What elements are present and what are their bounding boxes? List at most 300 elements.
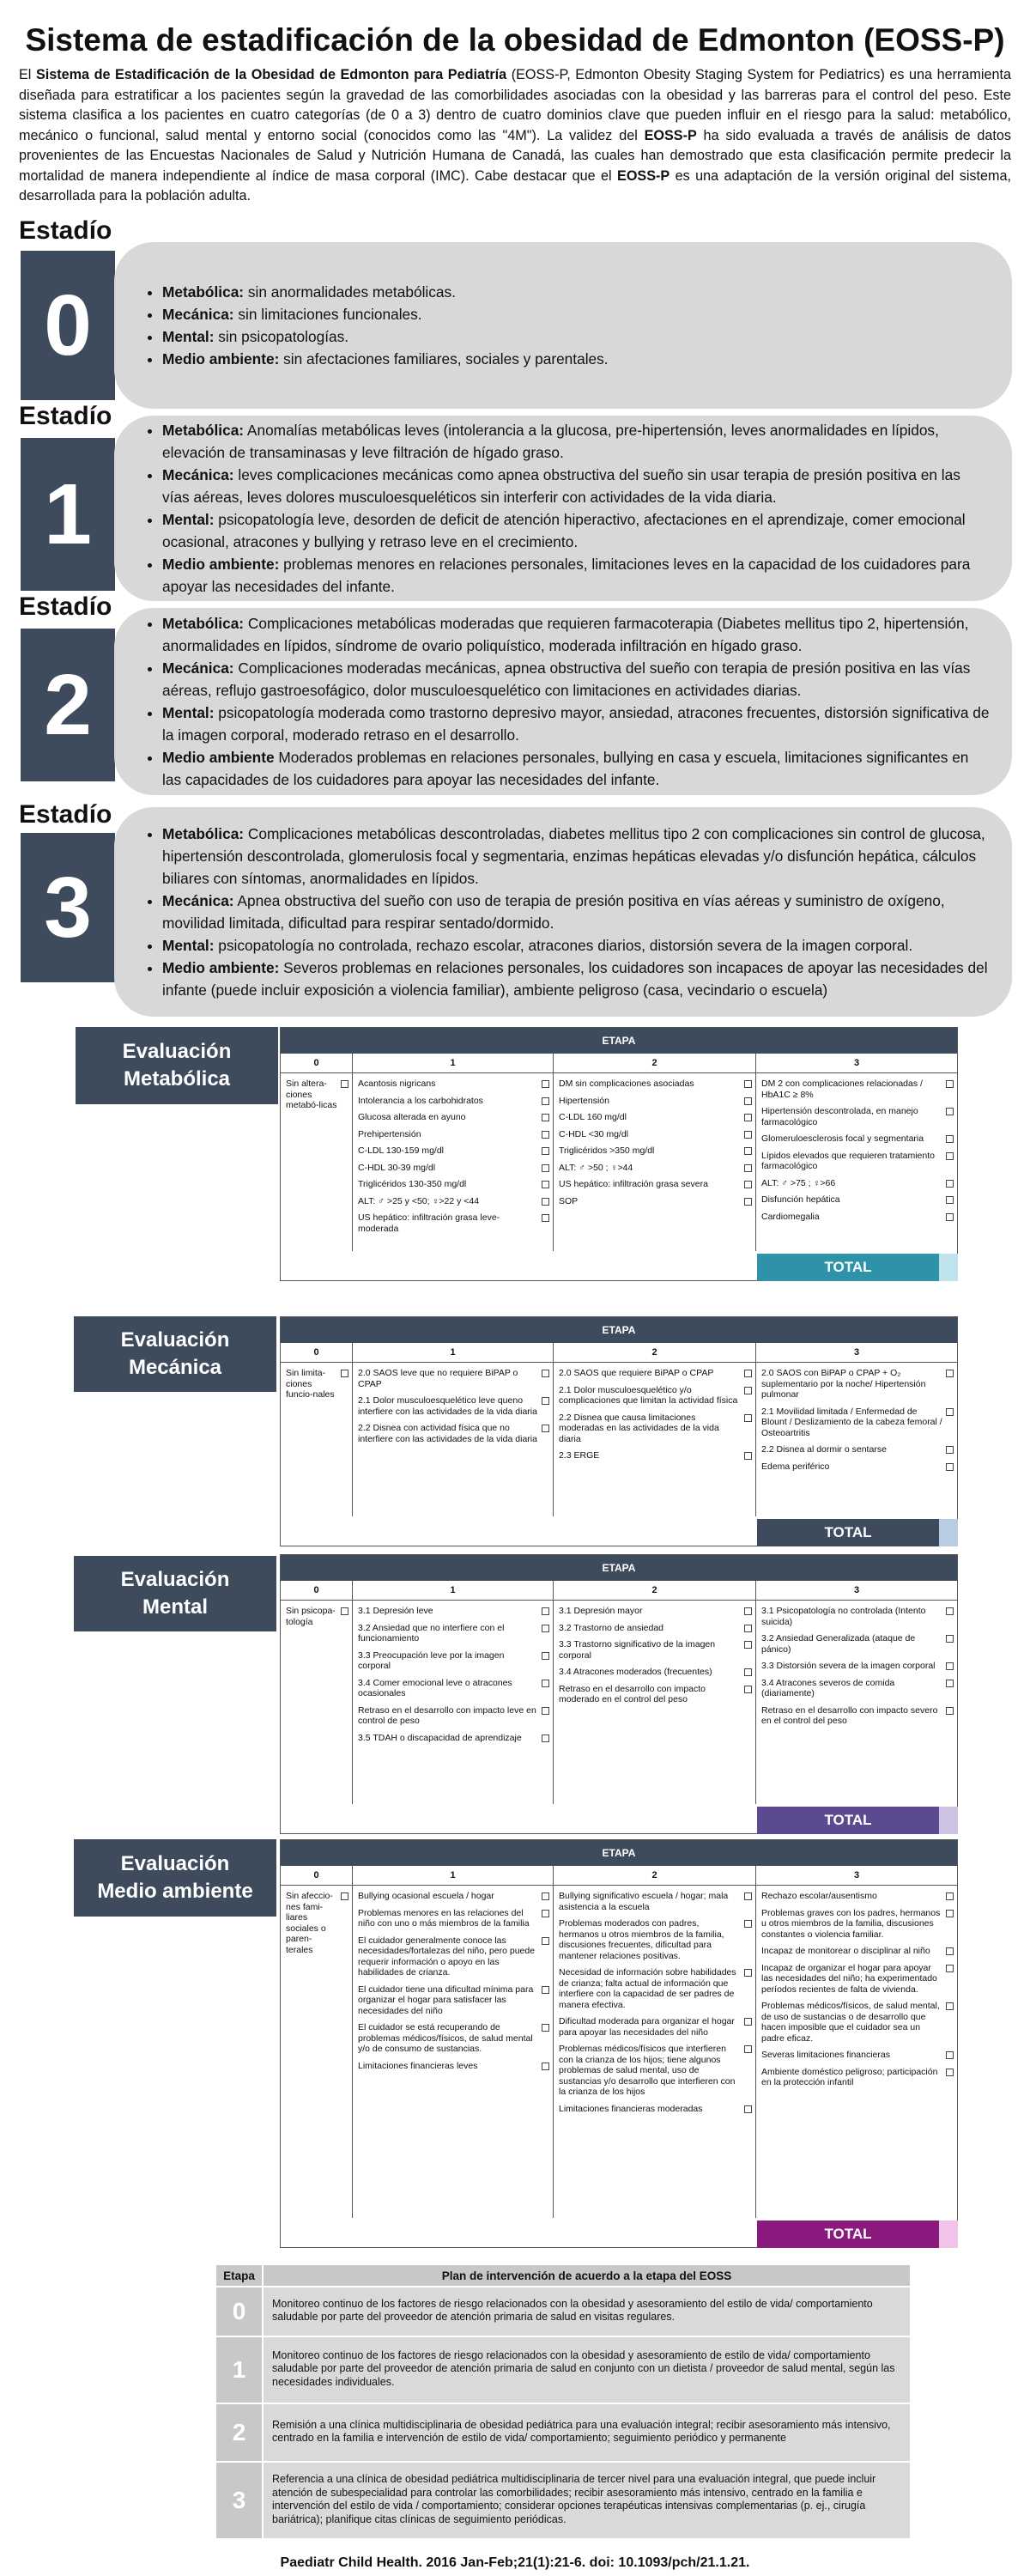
criterion-checkbox[interactable] — [744, 1641, 752, 1649]
criterion-checkbox[interactable] — [744, 1686, 752, 1693]
criterion-label: 3.2 Trastorno de ansiedad — [559, 1622, 664, 1633]
criterion — [358, 1606, 549, 1617]
criterion — [761, 1212, 954, 1223]
criterion-label: 2.2 Disnea que causa limitaciones moderadas en las actividades de la vida diaria — [559, 1412, 719, 1444]
criterion-label: 3.2 Ansiedad Generalizada (ataque de pánico) — [761, 1633, 916, 1655]
criterion-checkbox[interactable] — [542, 1425, 549, 1432]
criterion-label: Triglicéridos >350 mg/dl — [559, 1145, 655, 1156]
criterion-checkbox[interactable] — [542, 1652, 549, 1660]
criterion-checkbox[interactable] — [542, 1986, 549, 1994]
column-headers — [281, 1343, 957, 1363]
criterion-checkbox[interactable] — [542, 2024, 549, 2032]
criterion — [761, 2050, 954, 2061]
criterion-checkbox[interactable] — [542, 2063, 549, 2070]
intro-text-3: ha sido evaluada a través de análisis de datos provenientes de las Encuestas Nacionales de Salud y Nutrición Humana de Canadá, las cuales han demostrado que esta clasificación permite predecir la mortalidad de manera independiente al índice de masa corporal (IMC). Cabe destacar que el — [19, 127, 1012, 184]
criterion-checkbox[interactable] — [744, 1607, 752, 1615]
criterion-checkbox[interactable] — [946, 1707, 954, 1715]
stage-3-box — [114, 807, 1012, 1017]
criterion — [358, 1423, 549, 1444]
plan-header-title: Plan de intervención de acuerdo a la etapa del EOSS — [263, 2264, 911, 2287]
criterion-checkbox[interactable] — [946, 1463, 954, 1471]
criterion-label: 3.3 Preocupación leve por la imagen corporal — [358, 1649, 505, 1671]
criterion-label: Rechazo escolar/ausentismo — [761, 1891, 877, 1901]
stage-1-box — [114, 416, 1012, 601]
criterion-checkbox[interactable] — [946, 1893, 954, 1900]
stage-0-list — [145, 281, 609, 370]
evaluation-body — [281, 1363, 957, 1516]
criterion — [559, 1385, 752, 1406]
total-field[interactable]: TOTAL — [757, 1254, 939, 1281]
criterion — [559, 1918, 752, 1961]
evaluation-title — [74, 1556, 276, 1631]
criterion — [761, 1078, 954, 1100]
criterion-checkbox[interactable] — [542, 1707, 549, 1715]
column-header: 1 — [353, 1581, 554, 1600]
criterion-checkbox[interactable] — [542, 1147, 549, 1155]
stage-0-number: 0 — [21, 251, 115, 400]
criterion-label: Retraso en el desarrollo con impacto severo en el control del peso — [761, 1704, 938, 1726]
criterion-label: Limitaciones financieras moderadas — [559, 2103, 703, 2114]
criterion-checkbox[interactable] — [946, 1370, 954, 1377]
criterion — [761, 1606, 954, 1627]
plan-row — [215, 2403, 911, 2462]
evaluation-title-line1: Evaluación — [120, 1852, 230, 1875]
criterion-label: Cardiomegalia — [761, 1211, 820, 1222]
column-header: 0 — [281, 1054, 353, 1072]
criterion — [358, 1650, 549, 1672]
plan-header-etapa: Etapa — [215, 2264, 263, 2287]
evaluation-table — [280, 1316, 958, 1546]
criterion-label: Sin psicopa-tología — [286, 1606, 336, 1627]
criterion-checkbox[interactable] — [744, 2045, 752, 2053]
plan-row — [215, 2287, 911, 2336]
criterion-label: Necesidad de información sobre habilidades de crianza; falta actual de información que interfiere con la capacidad de ser padres de manera efectiva. — [559, 1967, 736, 2010]
criterion-checkbox[interactable] — [542, 1181, 549, 1188]
criterion-checkbox[interactable] — [542, 1114, 549, 1121]
plan-row-text: Monitoreo continuo de los factores de riesgo relacionados con la obesidad y asesoramiento del estilo de vida/ comportamiento saludable por parte del proveedor de atención primaria de salud en visitas regulares. — [263, 2287, 911, 2336]
criterion-label: C-HDL <30 mg/dl — [559, 1128, 629, 1139]
criterion — [559, 2104, 752, 2115]
stage-2-list — [145, 612, 991, 791]
criterion-label: Limitaciones financieras leves — [358, 2060, 478, 2071]
evaluation-table — [280, 1839, 958, 2248]
total-field[interactable]: TOTAL — [757, 2221, 939, 2248]
criterion-checkbox[interactable] — [946, 1152, 954, 1160]
criterion-checkbox[interactable] — [744, 1920, 752, 1928]
criterion-label: 2.0 SAOS con BiPAP o CPAP + O₂ suplementario por la noche/ Hipertensión pulmonar — [761, 1368, 926, 1400]
column-header: 3 — [853, 1585, 860, 1595]
criterion-checkbox[interactable] — [946, 1680, 954, 1687]
total-value-box[interactable] — [939, 1254, 958, 1281]
criterion-checkbox[interactable] — [744, 1114, 752, 1121]
criterion-label: Hipertensión descontrolada, en manejo farmacológico — [761, 1106, 918, 1127]
criterion — [358, 1179, 549, 1190]
stage-column-0 — [281, 1073, 353, 1251]
stage-column-1 — [353, 1363, 554, 1516]
criterion — [358, 1908, 549, 1929]
stage-column-3 — [756, 1073, 957, 1251]
criterion-checkbox[interactable] — [744, 1181, 752, 1188]
criterion-checkbox[interactable] — [946, 2051, 954, 2059]
criterion-label: 3.3 Distorsión severa de la imagen corporal — [761, 1661, 936, 1671]
criterion-checkbox[interactable] — [341, 1370, 348, 1377]
criterion-checkbox[interactable] — [542, 1910, 549, 1917]
criterion — [559, 1667, 752, 1678]
criterion-checkbox[interactable] — [946, 1080, 954, 1088]
etapa-header: ETAPA — [281, 1028, 957, 1054]
stage-2-label: Estadío — [19, 592, 112, 621]
criterion-label: 3.4 Comer emocional leve o atracones ocasionales — [358, 1677, 512, 1698]
intro-text-2: (EOSS-P, Edmonton Obesity Staging System for Pediatrics) es una herramienta diseñada para estratificar a los pacientes según la gravedad de las comorbilidades asociadas con la obesidad y las barreras para el control del peso. Este sistema clasifica a los pacientes en cuatro categorías (de 0 a 3) dentro de cuatro dominios clave que pueden influir en el riesgo para la salud: metabólico, mecánico o funcional, salud mental y entorno social (conocidos como las "4M"). La validez del — [19, 67, 1011, 143]
criterion-label: Severas limitaciones financieras — [761, 2050, 890, 2060]
stage-column-2 — [554, 1886, 756, 2218]
criterion — [559, 1623, 752, 1634]
column-header: 0 — [281, 1581, 353, 1600]
criterion-label: Problemas moderados con padres, hermanos u otros miembros de la familia, discusiones frecuentes, dificultad para mantener relaciones positivas. — [559, 1918, 724, 1961]
criterion — [761, 1946, 954, 1957]
column-header: 3 — [853, 1347, 860, 1358]
criterion-checkbox[interactable] — [542, 1735, 549, 1742]
stage-3-item: • Medio ambiente: Severos problemas en relaciones personales, los cuidadores son incapaces de apoyar las necesidades del infante (puede incluir exposición a violencia familiar), ambiente peligroso (casa, vecindario o escuela) — [162, 957, 991, 1001]
criterion — [559, 1163, 752, 1174]
criterion-label: ALT: ♂ >25 y <50; ♀>22 y <44 — [358, 1195, 480, 1206]
criterion-label: El cuidador generalmente conoce las necesidades/fortalezas del niño, pero puede requerir información o apoyo en las habilidades de crianza. — [358, 1935, 536, 1978]
criterion — [761, 1908, 954, 1941]
stage-column-0 — [281, 1601, 353, 1804]
criterion — [761, 1151, 954, 1172]
criterion-label: ALT: ♂ >75 ; ♀>66 — [761, 1177, 836, 1188]
column-header: 0 — [281, 1343, 353, 1362]
criterion — [761, 1133, 954, 1145]
criterion-label: 3.3 Trastorno significativo de la imagen corporal — [559, 1639, 716, 1661]
criterion-label: Problemas médicos/físicos, de salud mental, de uso de sustancias o de desarrollo que hacen imposible que el cuidador sea un padre eficaz. — [761, 2001, 940, 2044]
criterion-label: Bullying significativo escuela / hogar; mala asistencia a la escuela — [559, 1891, 729, 1912]
criterion-checkbox[interactable] — [744, 1414, 752, 1422]
stage-column-3 — [756, 1601, 957, 1804]
criterion — [358, 1096, 549, 1107]
stage-1-item: • Mecánica: leves complicaciones mecánicas como apnea obstructiva del sueño sin usar terapia de presión positiva en las vías aéreas, leves dolores musculoesqueléticos sin interferir con actividades de la vida diaria. — [162, 464, 991, 508]
criterion-label: Problemas menores en las relaciones del niño con uno o más miembros de la familia — [358, 1907, 530, 1929]
evaluation-title-line2: Metabólica — [123, 1067, 231, 1091]
criterion-checkbox[interactable] — [744, 1625, 752, 1632]
evaluation-title-line2: Medio ambiente — [97, 1880, 253, 1903]
criterion — [358, 1623, 549, 1644]
criterion-checkbox[interactable] — [946, 1180, 954, 1188]
criterion-checkbox[interactable] — [744, 1387, 752, 1394]
criterion-checkbox[interactable] — [946, 1910, 954, 1917]
criterion-label: Bullying ocasional escuela / hogar — [358, 1891, 494, 1901]
criterion-label: Incapaz de organizar el hogar para apoyar las necesidades del niño; ha experimentado períodos recientes de falta de vivienda. — [761, 1962, 937, 1995]
evaluation-body — [281, 1886, 957, 2218]
intro-bold-3: EOSS-P — [617, 167, 670, 184]
criterion-label: Sin afeccio-nes fami-liares sociales o paren-terales — [286, 1891, 333, 1955]
evaluation-title-line2: Mental — [142, 1595, 208, 1619]
stage-3-item: • Mecánica: Apnea obstructiva del sueño con uso de terapia de presión positiva en vías aéreas y suministro de oxígeno, movilidad limitada, dificultad para respirar sentado/dormido. — [162, 890, 991, 934]
stage-column-1 — [353, 1601, 554, 1804]
criterion-checkbox[interactable] — [946, 1662, 954, 1670]
criterion-checkbox[interactable] — [744, 1198, 752, 1206]
criterion-checkbox[interactable] — [946, 1108, 954, 1115]
stage-column-2 — [554, 1363, 756, 1516]
criterion — [761, 1461, 954, 1473]
stage-2-item: • Medio ambiente Moderados problemas en relaciones personales, bullying en casa y escuela, limitaciones significantes en las capacidades de los cuidadores para apoyar las necesidades del infante. — [162, 746, 991, 791]
criterion-checkbox[interactable] — [542, 1625, 549, 1632]
criterion-label: Triglicéridos 130-350 mg/dl — [358, 1179, 467, 1189]
criterion — [761, 2001, 954, 2044]
criterion — [559, 1891, 752, 1912]
criterion-label: Hipertensión — [559, 1095, 609, 1106]
criterion-label: US hepático: infiltración grasa severa — [559, 1179, 708, 1189]
criterion-checkbox[interactable] — [946, 1196, 954, 1204]
criterion-label: 2.0 SAOS que requiere BiPAP o CPAP — [559, 1368, 714, 1378]
criterion-label: 3.1 Depresión mayor — [559, 1606, 643, 1616]
intro-bold-1: Sistema de Estadificación de la Obesidad de Edmonton para Pediatría — [35, 67, 507, 82]
stage-column-2 — [554, 1073, 756, 1251]
criterion-checkbox[interactable] — [744, 1969, 752, 1977]
stage-column-1 — [353, 1886, 554, 2218]
total-value-box[interactable] — [939, 2221, 958, 2248]
criterion — [358, 2061, 549, 2072]
criterion-label: 3.4 Atracones moderados (frecuentes) — [559, 1667, 712, 1677]
plan-row-stage: 1 — [215, 2336, 263, 2403]
criterion-label: Problemas médicos/físicos que interfieren con la crianza de los hijos; tiene algunos problemas de salud mental, uso de sustancias y/o desarrollo que interfieren con la crianza de los hijos — [559, 2044, 736, 2097]
criterion — [761, 1406, 954, 1439]
etapa-header: ETAPA — [281, 1555, 957, 1581]
criterion-checkbox[interactable] — [542, 1893, 549, 1900]
column-header: 1 — [353, 1343, 554, 1362]
column-header: 3 — [853, 1870, 860, 1880]
criterion-label: ALT: ♂ >50 ; ♀>44 — [559, 1162, 633, 1173]
criterion — [358, 1078, 549, 1090]
plan-row — [215, 2462, 911, 2539]
criterion — [559, 1129, 752, 1140]
criterion-checkbox[interactable] — [542, 1937, 549, 1945]
criterion-checkbox[interactable] — [946, 1607, 954, 1615]
criterion-checkbox[interactable] — [946, 1446, 954, 1454]
criterion — [358, 1163, 549, 1174]
total-value-box[interactable] — [939, 1519, 958, 1546]
criterion-checkbox[interactable] — [946, 2069, 954, 2076]
stage-1-number: 1 — [21, 438, 115, 591]
criterion-label: 2.2 Disnea con actividad física que no interfiere con las actividades de la vida diaria — [358, 1423, 537, 1444]
criterion — [358, 1129, 549, 1140]
criterion-checkbox[interactable] — [542, 1198, 549, 1206]
criterion-label: SOP — [559, 1195, 579, 1206]
criterion-checkbox[interactable] — [946, 1635, 954, 1643]
intro-text-4: es una adaptación de la versión original del sistema, desarrollada para la población adulta. — [19, 167, 1012, 204]
stage-3-item: • Mental: psicopatología no controlada, rechazo escolar, atracones diarios, distorsión severa de la imagen corporal. — [162, 934, 991, 957]
citation: Paediatr Child Health. 2016 Jan-Feb;21(1):21-6. doi: 10.1093/pch/21.1.21. — [280, 2555, 750, 2570]
page-title: Sistema de estadificación de la obesidad de Edmonton (EOSS-P) — [25, 22, 1005, 58]
criterion-checkbox[interactable] — [744, 1131, 752, 1139]
criterion — [358, 1733, 549, 1744]
criterion-checkbox[interactable] — [542, 1097, 549, 1105]
criterion — [559, 1196, 752, 1207]
criterion — [358, 1705, 549, 1727]
stage-column-0 — [281, 1363, 353, 1516]
stage-0-item: • Mecánica: sin limitaciones funcionales. — [162, 303, 609, 325]
stage-column-0 — [281, 1886, 353, 2218]
criterion — [559, 1639, 752, 1661]
criterion — [358, 1112, 549, 1123]
criterion — [559, 1145, 752, 1157]
stage-1-item: • Mental: psicopatología leve, desorden de deficit de atención hiperactivo, afectaciones en el aprendizaje, comer emocional ocasional, atracones y bullying y retraso leve en el crecimiento. — [162, 508, 991, 553]
stage-column-3 — [756, 1363, 957, 1516]
criterion — [559, 2044, 752, 2098]
criterion — [559, 1413, 752, 1445]
criterion-label: El cuidador tiene una dificultad mínima para organizar el hogar para satisfacer las necesidades del niño — [358, 1984, 534, 2016]
plan-header-row — [215, 2264, 911, 2287]
criterion-checkbox[interactable] — [946, 1135, 954, 1143]
stage-1-list — [145, 419, 991, 598]
criterion — [559, 2016, 752, 2038]
stage-1-item: • Medio ambiente: problemas menores en relaciones personales, limitaciones leves en la capacidad de los cuidadores para apoyar las necesidades del infante. — [162, 553, 991, 598]
criterion-checkbox[interactable] — [744, 1452, 752, 1460]
stage-3-label: Estadío — [19, 800, 112, 829]
criterion-label: C-HDL 30-39 mg/dl — [358, 1162, 436, 1173]
criterion-checkbox[interactable] — [946, 1408, 954, 1416]
evaluation-title-line2: Mecánica — [128, 1356, 222, 1379]
criterion-checkbox[interactable] — [744, 1147, 752, 1155]
criterion-checkbox[interactable] — [542, 1607, 549, 1615]
criterion-label: Disfunción hepática — [761, 1194, 840, 1205]
criterion-checkbox[interactable] — [341, 1607, 348, 1615]
criterion-label: Edema periférico — [761, 1461, 830, 1472]
stage-2-item: • Mental: psicopatología moderada como trastorno depresivo mayor, ansiedad, atracones frecuentes, distorsión significativa de la imagen corporal, moderado retraso en el desarrollo. — [162, 702, 991, 746]
intro-bold-2: EOSS-P — [644, 127, 697, 143]
criterion-label: DM 2 con complicaciones relacionadas / HbA1C ≥ 8% — [761, 1078, 923, 1100]
criterion-checkbox[interactable] — [946, 1965, 954, 1972]
criterion-checkbox[interactable] — [744, 2018, 752, 2026]
plan-row-stage: 0 — [215, 2287, 263, 2336]
criterion — [358, 1196, 549, 1207]
criterion-checkbox[interactable] — [946, 1947, 954, 1955]
column-header: 2 — [554, 1054, 756, 1072]
evaluation-table — [280, 1554, 958, 1834]
criterion — [559, 1606, 752, 1617]
criterion-label: Glomeruloesclerosis focal y segmentaria — [761, 1133, 924, 1144]
plan-row-stage: 3 — [215, 2462, 263, 2539]
stage-2-item: • Mecánica: Complicaciones moderadas mecánicas, apnea obstructiva del sueño con terapia de presión positiva en las vías aéreas, reflujo gastroesofágico, dolor musculoesquelético con limitaciones en actividades diarias. — [162, 657, 991, 702]
plan-row-stage: 2 — [215, 2403, 263, 2462]
evaluation-table — [280, 1027, 958, 1281]
total-field[interactable]: TOTAL — [757, 1519, 939, 1546]
total-value-box[interactable] — [939, 1807, 958, 1834]
criterion — [761, 1178, 954, 1189]
stage-2-number: 2 — [21, 629, 115, 781]
stage-1-item: • Metabólica: Anomalías metabólicas leves (intolerancia a la glucosa, pre-hipertensión, leves anormalidades en lípidos, elevación de transaminasas y leve filtración de hígado graso. — [162, 419, 991, 464]
criterion-checkbox[interactable] — [542, 1131, 549, 1139]
column-header: 2 — [554, 1866, 756, 1885]
criterion-label: Glucosa alterada en ayuno — [358, 1112, 466, 1122]
stage-0-item: • Mental: sin psicopatologías. — [162, 325, 609, 348]
column-header: 2 — [554, 1581, 756, 1600]
intro-paragraph — [19, 65, 1011, 207]
criterion — [761, 1963, 954, 1996]
criterion-checkbox[interactable] — [744, 1164, 752, 1172]
criterion-checkbox[interactable] — [341, 1080, 348, 1088]
evaluation-title-line1: Evaluación — [120, 1328, 230, 1352]
criterion-label: 3.5 TDAH o discapacidad de aprendizaje — [358, 1732, 522, 1743]
criterion-checkbox[interactable] — [946, 2002, 954, 2010]
etapa-header: ETAPA — [281, 1840, 957, 1866]
criterion-label: 2.1 Dolor musculoesquelético leve queno interfiere con las actividades de la vida diaria — [358, 1395, 537, 1417]
criterion-checkbox[interactable] — [744, 1370, 752, 1377]
column-header: 1 — [353, 1054, 554, 1072]
criterion — [358, 1395, 549, 1417]
evaluation-title-line1: Evaluación — [120, 1568, 230, 1591]
stage-0-item: • Metabólica: sin anormalidades metabólicas. — [162, 281, 609, 303]
criterion-label: Lípidos elevados que requieren tratamiento farmacológico — [761, 1150, 935, 1171]
criterion-label: Acantosis nigricans — [358, 1078, 436, 1089]
criterion-label: 2.1 Dolor musculoesquelético y/o complicaciones que limitan la actividad física — [559, 1384, 738, 1406]
stage-1-label: Estadío — [19, 402, 112, 430]
evaluation-title — [74, 1839, 276, 1917]
criterion-checkbox[interactable] — [341, 1893, 348, 1900]
stage-0-box — [114, 242, 1012, 409]
criterion-label: 2.1 Movilidad limitada / Enfermedad de Blount / Deslizamiento de la cabeza femoral / Osteoartritis — [761, 1406, 942, 1438]
column-header: 3 — [853, 1058, 860, 1068]
criterion-checkbox[interactable] — [542, 1370, 549, 1377]
criterion-label: 3.1 Psicopatología no controlada (Intento suicida) — [761, 1606, 926, 1627]
criterion — [559, 1684, 752, 1705]
stage-2-item: • Metabólica: Complicaciones metabólicas moderadas que requieren farmacoterapia (Diabetes mellitus tipo 2, hipertensión, anormalidades en lípidos, síndrome de ovario poliquístico, moderada infiltración en hígado graso. — [162, 612, 991, 657]
criterion-checkbox[interactable] — [744, 1080, 752, 1088]
criterion-checkbox[interactable] — [542, 1397, 549, 1405]
criterion — [761, 1661, 954, 1672]
criterion-label: 3.1 Depresión leve — [358, 1606, 433, 1616]
criterion — [358, 1212, 549, 1234]
criterion-label: C-LDL 160 mg/dl — [559, 1112, 627, 1122]
criterion-checkbox[interactable] — [744, 2105, 752, 2113]
criterion-checkbox[interactable] — [744, 1893, 752, 1900]
criterion-label: Problemas graves con los padres, hermanos u otros miembros de la familia, discusiones constantes o violencia familiar. — [761, 1907, 941, 1940]
criterion — [761, 1633, 954, 1655]
criterion-label: C-LDL 130-159 mg/dl — [358, 1145, 444, 1156]
criterion-checkbox[interactable] — [744, 1668, 752, 1676]
criterion — [358, 1984, 549, 2017]
total-field[interactable]: TOTAL — [757, 1807, 939, 1834]
stage-3-number: 3 — [21, 833, 115, 982]
criterion — [559, 1096, 752, 1107]
stage-3-item: • Metabólica: Complicaciones metabólicas descontroladas, diabetes mellitus tipo 2 con complicaciones sin control de glucosa, hipertensión descontrolada, glomerulosis focal y segmentaria, enzimas hepáticas elevadas y/o disfunción hepática, cálculos biliares con síntomas, anormalidades en lípidos. — [162, 823, 991, 890]
criterion-label: 2.0 SAOS leve que no requiere BiPAP o CPAP — [358, 1368, 518, 1389]
criterion-checkbox[interactable] — [744, 1097, 752, 1105]
criterion-label: Intolerancia a los carbohidratos — [358, 1095, 483, 1106]
criterion-label: Retraso en el desarrollo con impacto leve en control de peso — [358, 1704, 536, 1726]
evaluation-title — [76, 1027, 278, 1104]
criterion-checkbox[interactable] — [542, 1164, 549, 1172]
criterion-checkbox[interactable] — [542, 1214, 549, 1222]
column-header: 1 — [353, 1866, 554, 1885]
criterion — [358, 2022, 549, 2055]
column-headers — [281, 1054, 957, 1073]
criterion-label: El cuidador se está recuperando de problemas médicos/físicos, de salud mental y/o de consumo de sustancias. — [358, 2022, 533, 2054]
criterion-label: 2.3 ERGE — [559, 1450, 600, 1461]
criterion-label: Prehipertensión — [358, 1128, 421, 1139]
evaluation-title — [74, 1316, 276, 1392]
column-header: 2 — [554, 1343, 756, 1362]
criterion — [559, 1967, 752, 2010]
criterion — [761, 1678, 954, 1699]
criterion — [761, 1705, 954, 1727]
criterion-checkbox[interactable] — [542, 1680, 549, 1687]
criterion — [559, 1179, 752, 1190]
criterion — [559, 1112, 752, 1123]
criterion-checkbox[interactable] — [946, 1213, 954, 1221]
stage-column-3 — [756, 1886, 957, 2218]
criterion-checkbox[interactable] — [542, 1080, 549, 1088]
